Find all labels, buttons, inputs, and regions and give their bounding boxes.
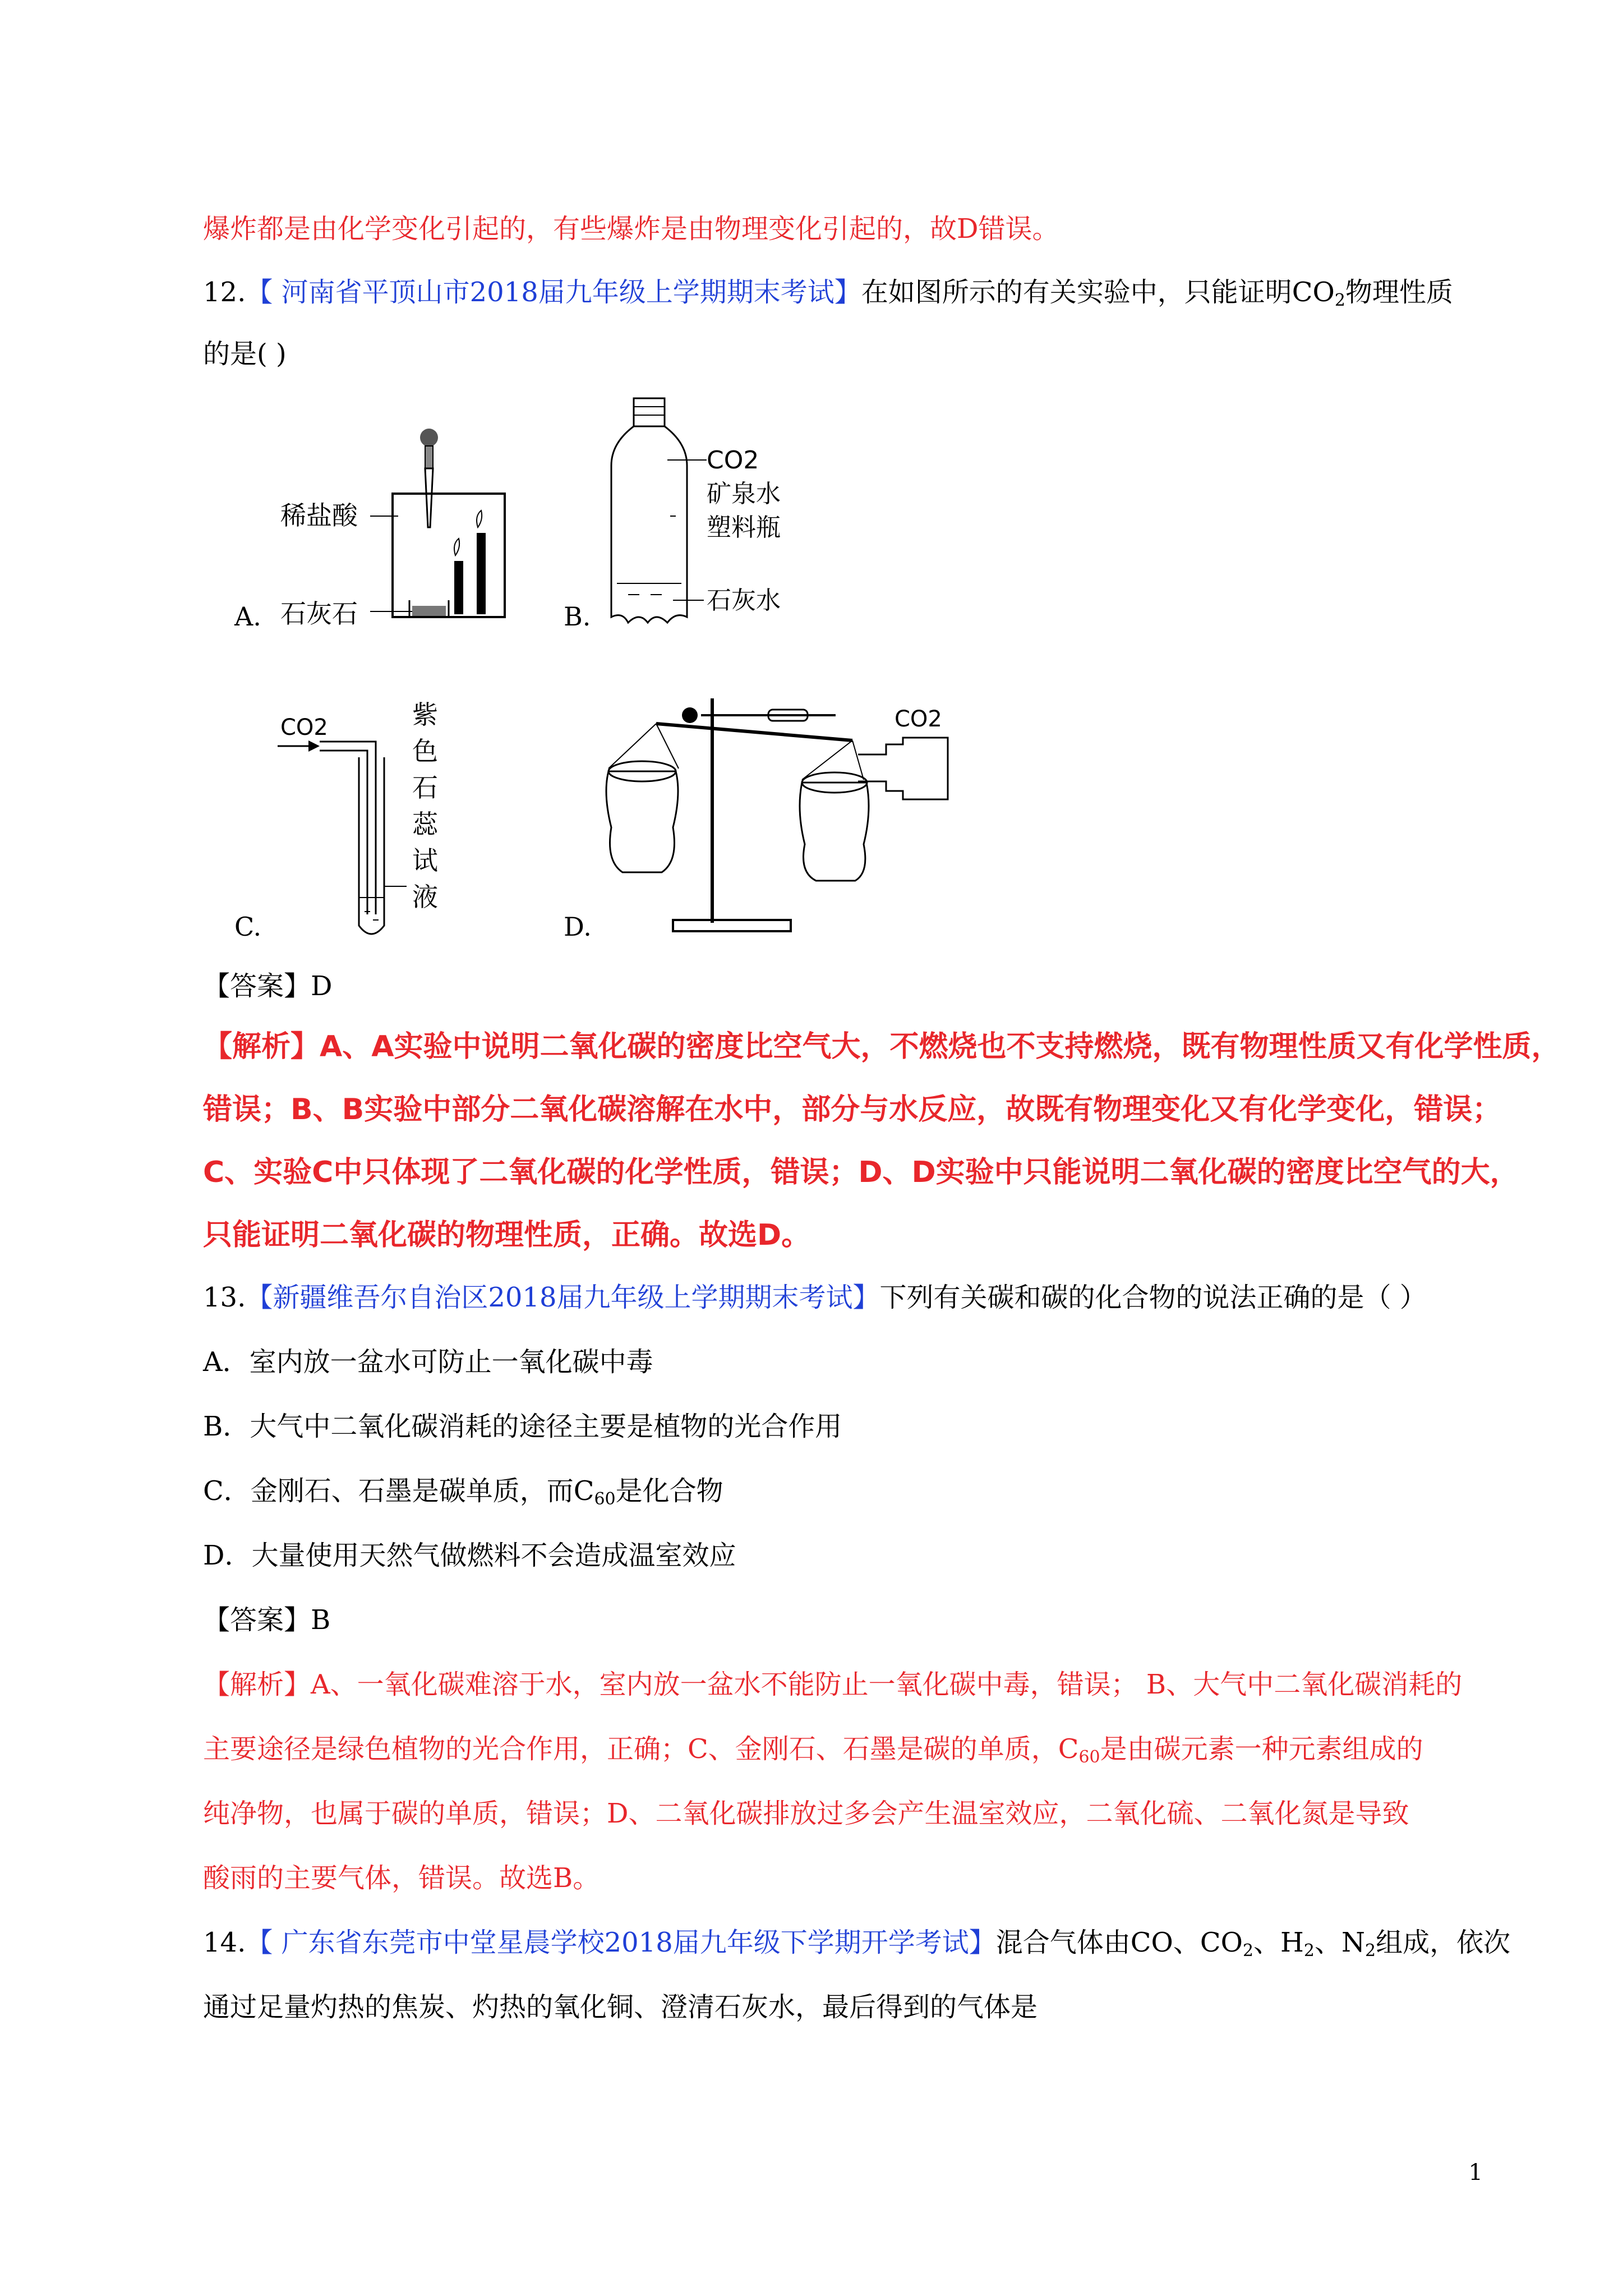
q12-analysis-line-1: 【解析】A、A实验中说明二氧化碳的密度比空气大，不燃烧也不支持燃烧，既有物理性质又有化学性质， [203, 1030, 1561, 1064]
figure-a-flame1 [454, 539, 459, 555]
figure-c-litmus-char-2: 色 [412, 736, 438, 766]
q14-stem-line2: 通过足量灼热的焦炭、灼热的氧化铜、澄清石灰水，最后得到的气体是 [203, 1991, 1038, 2023]
figure-a-dropper-bulb [420, 429, 438, 447]
q14-stem-c: 、N [1315, 1927, 1366, 1958]
figure-b-experiment [606, 393, 841, 645]
figure-c-arrow [308, 740, 320, 752]
q13-option-c [203, 1473, 723, 1510]
figure-b-label-bottle2: 塑料瓶 [707, 513, 781, 542]
q13-source: 【新疆维吾尔自治区2018届九年级上学期期末考试】 [246, 1282, 880, 1313]
q14-stem-d: 组成，依次 [1376, 1927, 1511, 1958]
q13-analysis-line-2a: 主要途径是绿色植物的光合作用，正确；C、金刚石、石墨是碳的单质，C [203, 1733, 1079, 1765]
figure-b-label-limewater: 石灰水 [707, 586, 781, 615]
q12-stem-sub: 2 [1334, 291, 1345, 310]
q12-option-d-label: D. [564, 912, 592, 942]
q14-stem-b: 、H [1253, 1927, 1304, 1958]
figure-a-step1 [454, 561, 463, 614]
q13-option-b: B．大气中二氧化碳消耗的途径主要是植物的光合作用 [203, 1411, 842, 1442]
q12-analysis-line-4: 只能证明二氧化碳的物理性质，正确。故选D。 [203, 1218, 811, 1252]
figure-b-label-co2: CO2 [707, 446, 759, 475]
figure-c-litmus-char-6: 液 [412, 882, 438, 912]
figure-a-beaker [393, 494, 505, 617]
q12-answer: 【答案】D [203, 970, 333, 1002]
figure-d-right-bag [800, 783, 869, 881]
figure-c-litmus-char-4: 蕊 [412, 809, 438, 839]
q13-option-c-tail: 是化合物 [615, 1475, 723, 1507]
figure-d-stand-base [673, 920, 791, 931]
q14-source: 【 广东省东莞市中堂星晨学校2018届九年级下学期开学考试】 [246, 1927, 996, 1958]
figure-a-limestone [412, 606, 446, 616]
q12-stem-text-a: 在如图所示的有关实验中，只能证明CO [861, 277, 1335, 308]
figure-b-cap [634, 398, 665, 426]
q13-analysis-line-2b: 是由碳元素一种元素组成的 [1100, 1733, 1423, 1765]
q13-analysis-line-4: 酸雨的主要气体，错误。故选B。 [203, 1862, 600, 1894]
q13-option-d: D．大量使用天然气做燃料不会造成温室效应 [203, 1540, 736, 1571]
figure-a-label-limestone: 石灰石 [280, 599, 358, 629]
q14-sub-2: 2 [1303, 1941, 1315, 1961]
q12-stem [203, 274, 1453, 311]
figure-d-balance-beam [656, 724, 852, 740]
figure-d-label-co2: CO2 [895, 706, 942, 732]
figure-c-litmus-char-1: 紫 [412, 701, 438, 730]
figure-c-litmus-char-5: 试 [412, 845, 438, 876]
q12-option-a-label: A. [234, 601, 261, 632]
q13-option-a: A．室内放一盆水可防止一氧化碳中毒 [203, 1346, 653, 1378]
q12-option-b-label: B. [564, 601, 591, 632]
figure-d-co2-bottle [858, 738, 948, 799]
q12-stem-line2: 的是( ) [203, 338, 287, 370]
q13-number: 13. [203, 1282, 246, 1313]
q13-analysis-sub: 60 [1078, 1747, 1100, 1767]
q13-answer: 【答案】B [203, 1604, 331, 1636]
figure-b-bottle [611, 426, 687, 623]
q14-sub-1: 2 [1242, 1941, 1254, 1961]
q14-number: 14. [203, 1927, 246, 1958]
q12-source: 【 河南省平顶山市2018届九年级上学期期末考试】 [246, 277, 861, 308]
figure-c-label-co2: CO2 [280, 715, 328, 740]
q13-analysis-line-1: 【解析】A、一氧化碳难溶于水，室内放一盆水不能防止一氧化碳中毒，错误； B、大气中二氧化碳消耗的 [203, 1669, 1463, 1700]
q13-option-c-sub: 60 [594, 1489, 616, 1509]
q14-sub-3: 2 [1365, 1941, 1376, 1961]
figure-d-experiment [600, 682, 993, 951]
q12-analysis-line-2: 错误；B、B实验中部分二氧化碳溶解在水中，部分与水反应，故既有物理变化又有化学变化，错误； [203, 1093, 1502, 1126]
figure-a-experiment [269, 415, 533, 639]
q13-analysis-line-2 [203, 1731, 1423, 1768]
figure-a-dropper-tube [425, 468, 433, 527]
figure-a-step2 [477, 533, 486, 614]
figure-b-label-bottle1: 矿泉水 [707, 480, 781, 508]
figure-c-test-tube [359, 757, 384, 934]
figure-d-left-bag [606, 771, 678, 872]
q12-stem-text-b: 物理性质 [1345, 277, 1453, 308]
q11-analysis-tail: 爆炸都是由化学变化引起的，有些爆炸是由物理变化引起的，故D错误。 [203, 213, 1059, 245]
q13-stem-text: 下列有关碳和碳的化合物的说法正确的是（ ） [879, 1282, 1427, 1313]
figure-c-litmus-char-3: 石 [412, 772, 438, 803]
page-number: 1 [1468, 2160, 1483, 2185]
q14-stem-a: 混合气体由CO、CO [995, 1927, 1243, 1958]
figure-a-label-acid: 稀盐酸 [280, 500, 358, 531]
q12-analysis-line-3: C、实验C中只体现了二氧化碳的化学性质，错误；D、D实验中只能说明二氧化碳的密度比空气的大， [203, 1156, 1519, 1189]
figure-a-flame2 [477, 510, 482, 527]
q14-stem [203, 1924, 1510, 1961]
q12-number: 12. [203, 277, 246, 308]
q13-stem [203, 1279, 1427, 1316]
q12-option-c-label: C. [234, 912, 262, 942]
figure-d-clamp [682, 707, 698, 723]
q13-option-c-text: C．金刚石、石墨是碳单质，而C [203, 1475, 594, 1507]
figure-c-experiment [275, 701, 465, 948]
q13-analysis-line-3: 纯净物，也属于碳的单质，错误；D、二氧化碳排放过多会产生温室效应，二氧化硫、二氧化氮是导致 [203, 1798, 1409, 1829]
